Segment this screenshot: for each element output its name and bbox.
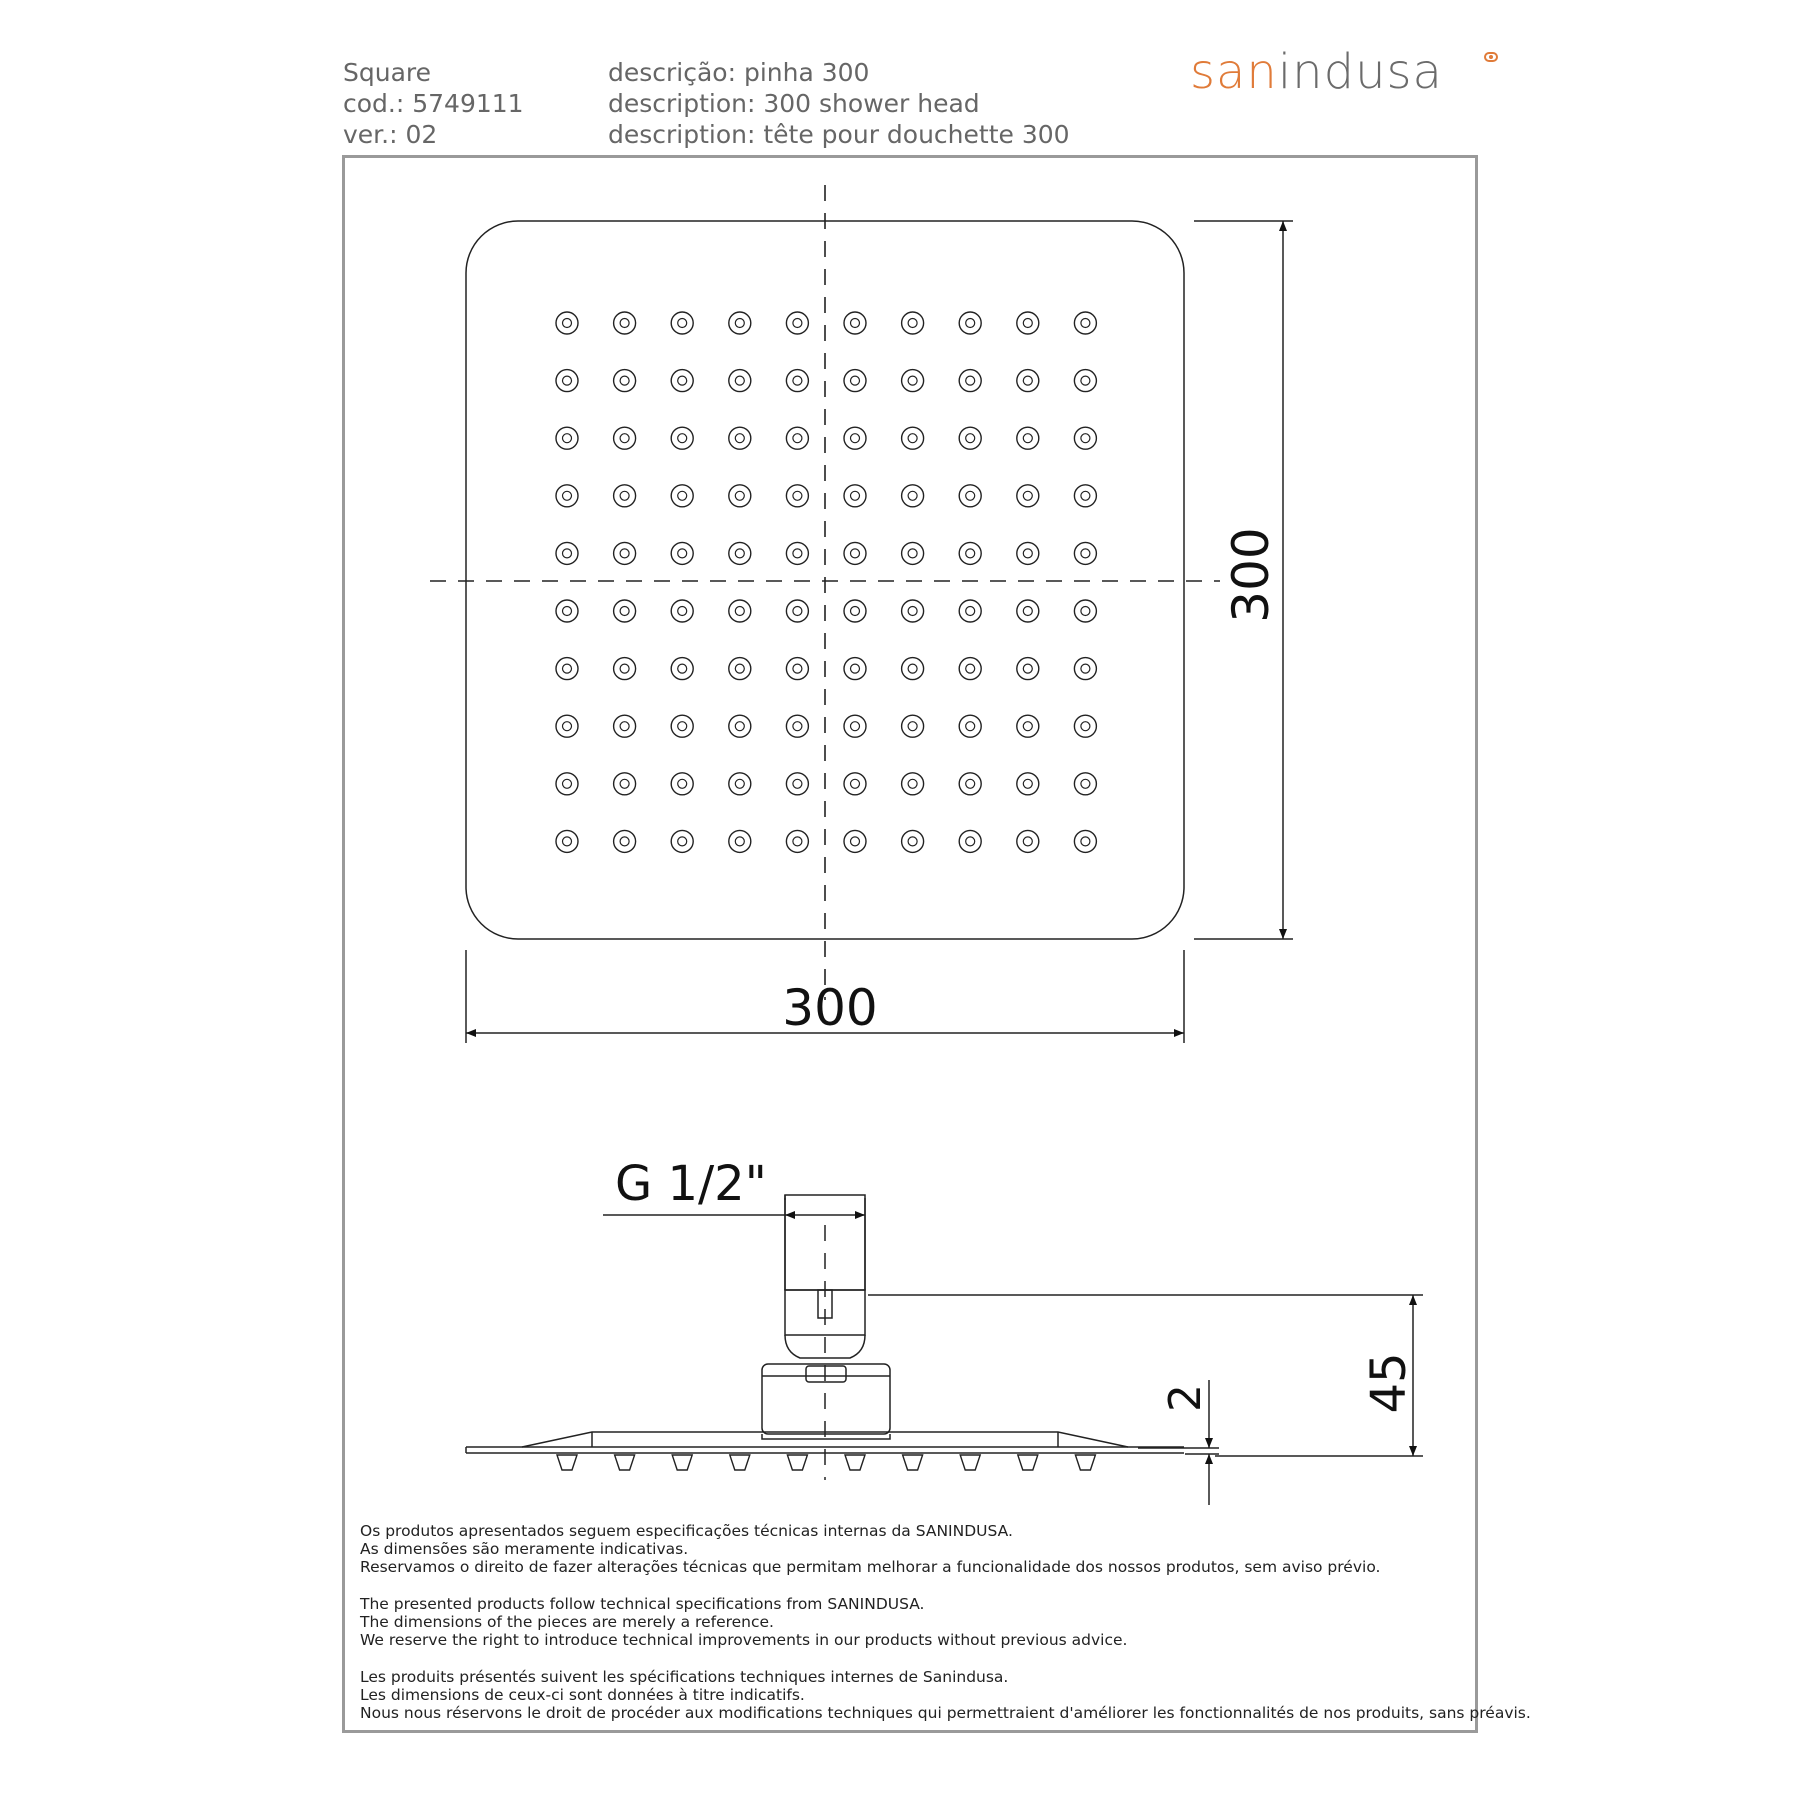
nozzle-hole [735,434,744,443]
nozzle-hole [620,376,629,385]
nozzle [844,658,866,680]
nozzle-hole [851,722,860,731]
side-nozzle [903,1455,923,1470]
nozzle-hole [908,319,917,328]
nozzle-hole [678,779,687,788]
description-fr: description: tête pour douchette 300 [608,120,1070,149]
nozzle [729,427,751,449]
nozzle [614,658,636,680]
nozzle [1074,830,1096,852]
nozzle-hole [851,779,860,788]
nozzle [614,715,636,737]
nozzle [556,773,578,795]
nozzle [671,600,693,622]
nozzle [1074,715,1096,737]
nozzle [786,370,808,392]
nozzle [556,485,578,507]
nozzle [844,600,866,622]
nozzle [1074,773,1096,795]
nozzle [614,600,636,622]
nozzle-hole [563,607,572,616]
nozzle [786,485,808,507]
nozzle-hole [620,549,629,558]
notes-portuguese [360,1522,1380,1576]
nozzle [902,658,924,680]
nozzle [1074,600,1096,622]
nozzle [729,485,751,507]
nozzle [959,830,981,852]
nozzle-hole [793,779,802,788]
nozzle [556,370,578,392]
nozzle [671,715,693,737]
nozzle [786,715,808,737]
nozzle [1017,773,1039,795]
side-nozzle [615,1455,635,1470]
nozzle [614,370,636,392]
nozzle-hole [851,664,860,673]
nozzle-hole [678,722,687,731]
nozzle-hole [1081,837,1090,846]
nozzle-hole [735,607,744,616]
nozzle-hole [1081,319,1090,328]
nozzle [1017,312,1039,334]
nozzle [844,370,866,392]
nozzle-hole [793,376,802,385]
top-view [430,185,1293,1043]
note-line: The presented products follow technical specifications from SANINDUSA. [360,1595,925,1613]
thread-pipe [785,1195,865,1290]
nozzle [556,312,578,334]
nozzle [1017,485,1039,507]
nozzle-hole [966,664,975,673]
note-line: Nous nous réservons le droit de procéder aux modifications techniques qui permettraient d'améliorer les fonctionnalités de nos produits, sans préavis. [360,1704,1531,1722]
nozzle [902,773,924,795]
side-nozzle [787,1455,807,1470]
note-line: We reserve the right to introduce technical improvements in our products without previous advice. [360,1631,1128,1649]
nozzle-hole [1081,491,1090,500]
nozzle-hole [678,837,687,846]
nozzle-hole [1081,722,1090,731]
nozzle [614,485,636,507]
side-nozzle [557,1455,577,1470]
nozzle [844,542,866,564]
nozzle-hole [793,319,802,328]
nozzle-hole [851,837,860,846]
nozzle-hole [793,491,802,500]
thickness-dimension-label: 2 [1160,1384,1211,1412]
nozzle-hole [1023,607,1032,616]
product-code: cod.: 5749111 [343,89,524,118]
note-line: As dimensões são meramente indicativas. [360,1540,689,1558]
nozzle-hole [735,319,744,328]
nozzle [671,427,693,449]
nozzle [844,485,866,507]
width-dimension-label: 300 [782,979,878,1037]
nozzle [671,830,693,852]
nozzle-hole [678,549,687,558]
nozzle-hole [966,779,975,788]
nozzle-hole [735,664,744,673]
side-nozzle [1075,1455,1095,1470]
nozzle [556,658,578,680]
nozzle-hole [735,837,744,846]
nozzle-hole [563,319,572,328]
product-version: ver.: 02 [343,120,438,149]
nozzle-hole [908,376,917,385]
nozzle-hole [620,779,629,788]
nozzle [902,485,924,507]
nozzle-hole [908,491,917,500]
nozzle-hole [966,376,975,385]
nozzle-hole [1023,491,1032,500]
nozzle [729,542,751,564]
nozzle-hole [851,319,860,328]
nozzle-hole [620,491,629,500]
nozzle [671,658,693,680]
nozzle-hole [563,664,572,673]
side-nozzle [672,1455,692,1470]
nozzle-hole [966,837,975,846]
nozzle-hole [851,607,860,616]
nozzle-hole [966,549,975,558]
nozzle [729,715,751,737]
nozzle [786,830,808,852]
series-name: Square [343,58,432,87]
nozzle [1017,830,1039,852]
nozzle-hole [1081,376,1090,385]
nozzle-hole [563,491,572,500]
nozzle-hole [966,722,975,731]
nozzle-hole [1023,779,1032,788]
nozzle [614,773,636,795]
nozzle [786,427,808,449]
nozzle [614,312,636,334]
nozzle-hole [1023,664,1032,673]
nozzle-hole [620,607,629,616]
nozzle-hole [678,434,687,443]
description-en: description: 300 shower head [608,89,980,118]
thread-dimension-label: G 1/2" [615,1156,767,1212]
nozzle [1074,485,1096,507]
note-line: Les dimensions de ceux-ci sont données à titre indicatifs. [360,1686,805,1704]
nozzle-hole [966,319,975,328]
side-nozzles [557,1455,1095,1470]
nozzle [671,542,693,564]
nozzle-hole [1081,549,1090,558]
nozzle [556,830,578,852]
logo-text-san: san [1190,44,1278,100]
nozzle [902,312,924,334]
nozzle-hole [793,837,802,846]
nozzle [1017,600,1039,622]
nozzle [556,427,578,449]
height45-dimension-label: 45 [1361,1352,1417,1414]
nozzle [959,715,981,737]
nozzle [1074,370,1096,392]
note-line: Reservamos o direito de fazer alterações técnicas que permitam melhorar a funcionalidade dos nossos produtos, sem aviso prévio. [360,1558,1381,1576]
nozzle [959,658,981,680]
ball-joint-housing [762,1364,890,1434]
nozzle [959,600,981,622]
nozzle-hole [678,664,687,673]
notes-english [360,1595,1127,1649]
nozzle-hole [966,607,975,616]
nozzle [614,542,636,564]
nozzle [671,485,693,507]
nozzle-hole [678,607,687,616]
nozzle-hole [1023,434,1032,443]
nozzle [959,427,981,449]
note-line: Os produtos apresentados seguem especificações técnicas internas da SANINDUSA. [360,1522,1013,1540]
nozzle-hole [1023,319,1032,328]
nozzle-hole [735,779,744,788]
nozzle-hole [1081,434,1090,443]
nozzle-hole [793,607,802,616]
side-nozzle [1018,1455,1038,1470]
nozzle [1017,658,1039,680]
logo-text-indusa: indusa [1277,44,1443,100]
nozzle [556,715,578,737]
nozzle-hole [793,434,802,443]
nozzle [844,830,866,852]
nozzle [729,370,751,392]
nozzle-hole [678,491,687,500]
nozzle-hole [966,434,975,443]
nozzle [1074,542,1096,564]
nozzle-hole [908,607,917,616]
nozzle [786,542,808,564]
nozzle [1074,427,1096,449]
side-nozzle [730,1455,750,1470]
nozzle [671,773,693,795]
nozzle [614,830,636,852]
nozzle [1017,370,1039,392]
nozzle [902,830,924,852]
nozzle-hole [620,837,629,846]
note-line: The dimensions of the pieces are merely a reference. [360,1613,774,1631]
nozzle [729,312,751,334]
nozzle-hole [620,434,629,443]
nozzle-hole [1023,837,1032,846]
nozzle-hole [1023,549,1032,558]
nozzle-hole [1081,607,1090,616]
nozzle [556,542,578,564]
nozzle [844,427,866,449]
notes-french [360,1668,1531,1722]
nozzle-hole [793,722,802,731]
nozzle [614,427,636,449]
nozzle [902,427,924,449]
nozzle-hole [908,837,917,846]
nozzle-hole [851,434,860,443]
nozzle-hole [735,722,744,731]
nozzle-hole [793,664,802,673]
nozzle [1074,658,1096,680]
nozzle-hole [1023,722,1032,731]
nozzle [959,542,981,564]
side-nozzle [960,1455,980,1470]
description-pt: descrição: pinha 300 [608,58,870,87]
nozzle [556,600,578,622]
nozzle-hole [563,549,572,558]
nozzle-hole [908,664,917,673]
nozzle [729,830,751,852]
nozzle [671,370,693,392]
nozzle-hole [851,491,860,500]
height-dimension-label: 300 [1222,527,1280,623]
note-line: Les produits présentés suivent les spécifications techniques internes de Sanindusa. [360,1668,1009,1686]
nozzle-hole [1081,664,1090,673]
nozzle-grid [556,312,1096,852]
nozzle-hole [563,376,572,385]
nozzle-hole [620,319,629,328]
nozzle [786,600,808,622]
nozzle-hole [908,779,917,788]
nozzle-hole [735,491,744,500]
nozzle-hole [620,664,629,673]
nozzle [844,715,866,737]
nozzle [844,773,866,795]
nozzle-hole [793,549,802,558]
nozzle-hole [1081,779,1090,788]
nozzle [786,773,808,795]
side-view [466,1195,1423,1505]
nozzle [729,658,751,680]
nozzle [1017,427,1039,449]
nozzle-hole [563,779,572,788]
ball-joint-window [806,1366,846,1382]
nozzle-hole [851,549,860,558]
nozzle-hole [563,434,572,443]
nozzle [729,600,751,622]
nozzle [786,312,808,334]
nozzle [844,312,866,334]
nozzle [902,715,924,737]
nozzle [902,600,924,622]
nozzle-hole [563,722,572,731]
nozzle [729,773,751,795]
nozzle [959,485,981,507]
nozzle [902,370,924,392]
nozzle [959,312,981,334]
nozzle [671,312,693,334]
nozzle-hole [563,837,572,846]
nozzle [1017,542,1039,564]
nozzle-hole [851,376,860,385]
nozzle-hole [678,376,687,385]
nozzle-hole [1023,376,1032,385]
nozzle-hole [908,549,917,558]
nozzle [959,370,981,392]
nozzle [902,542,924,564]
side-nozzle [845,1455,865,1470]
nozzle [786,658,808,680]
nozzle [959,773,981,795]
nozzle-hole [678,319,687,328]
nozzle-hole [735,549,744,558]
nozzle-hole [966,491,975,500]
nozzle-hole [735,376,744,385]
nozzle-hole [620,722,629,731]
nozzle-hole [908,434,917,443]
nozzle [1017,715,1039,737]
nozzle [1074,312,1096,334]
nozzle-hole [908,722,917,731]
